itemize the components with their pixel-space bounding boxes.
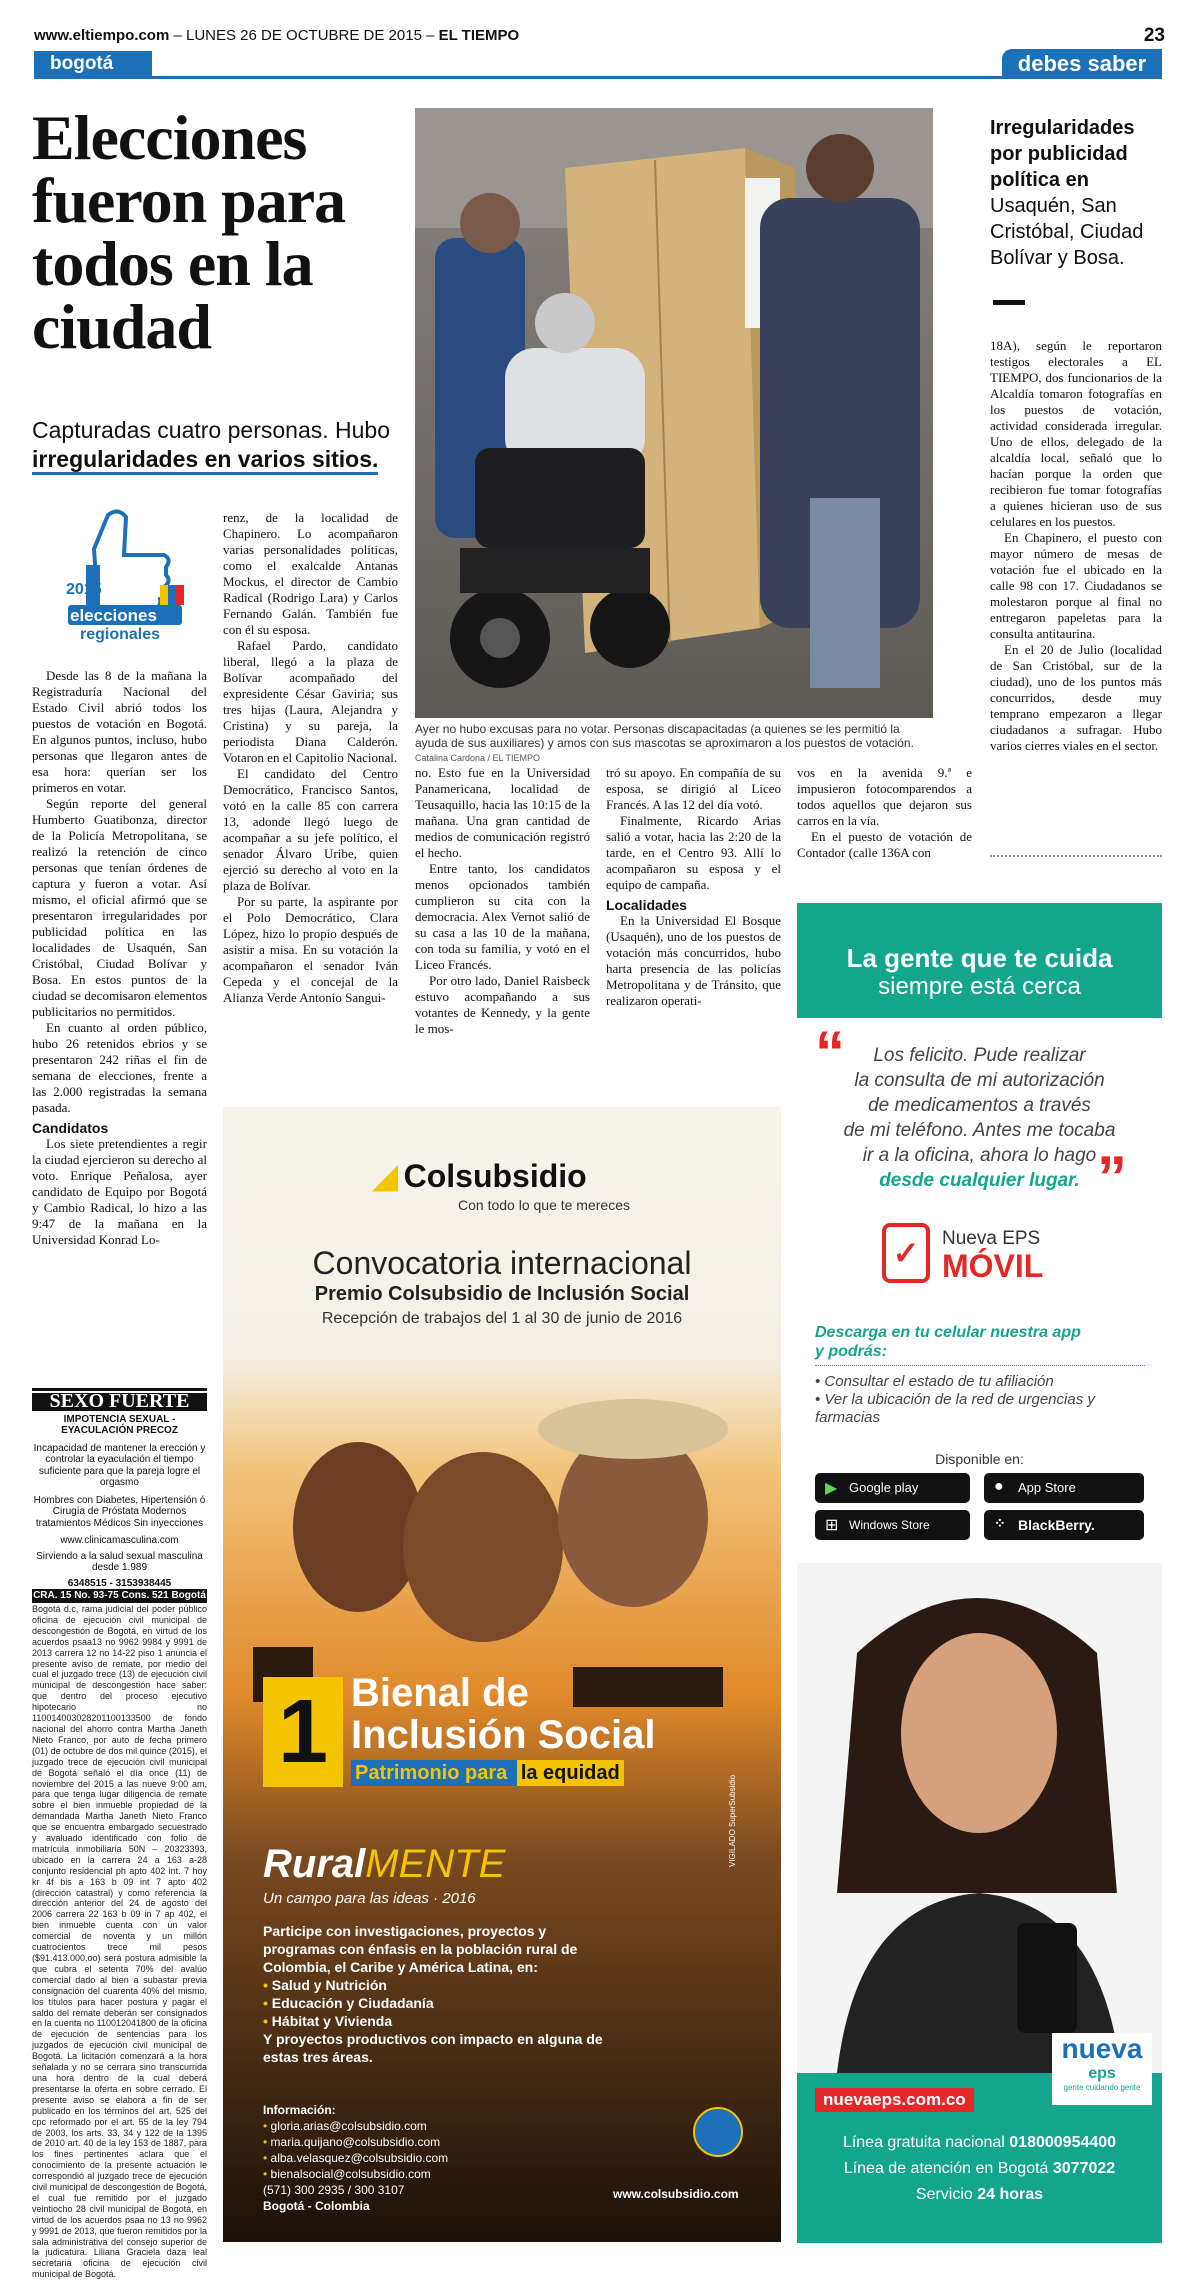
windows-store-badge[interactable]: ⊞ Windows Store	[815, 1510, 970, 1540]
paragraph: 18A), según le reportaron testigos electorales a EL TIEMPO, dos funcionarios de la Alcaldía tomaron fotografías en los puestos de votación, actividad considerada irregular. Uno de ellos, delegado de la alcaldía local, señaló que lo hacían porque la orden que recibieron fue tomar fotografías a quienes hicieran uso de sus celulares en los puestos.	[990, 338, 1162, 529]
email-link[interactable]: • alba.velasquez@colsubsidio.com	[263, 2151, 449, 2165]
quote-open-icon: “	[815, 1019, 845, 1086]
proteccion-social-icon	[693, 2107, 743, 2157]
photo-caption	[415, 722, 933, 765]
article-column-2	[223, 510, 398, 1006]
eps-headline1: La gente que te cuida	[846, 943, 1113, 973]
convocatoria-dates: Recepción de trabajos del 1 al 30 de junio de 2016	[321, 1310, 683, 1327]
eps-headline2: siempre está cerca	[878, 973, 1081, 1000]
paragraph: Por su parte, la aspirante por el Polo Democrático, Clara López, hizo lo propio después de asistir a misa. En su votación la acompañaron el senador Iván Cepeda y el concejal de la Alianza Verde Antonio Sangui-	[223, 894, 398, 1005]
email-link[interactable]: • bienalsocial@colsubsidio.com	[263, 2167, 431, 2181]
email-link[interactable]: • gloria.arias@colsubsidio.com	[263, 2119, 427, 2133]
bullet: • Educación y Ciudadanía	[263, 1995, 434, 2011]
paragraph: tró su apoyo. En compañía de su esposa, se dirigió al Liceo Francés. A las 12 del día votó.	[606, 765, 781, 812]
colsubsidio-ad	[223, 1107, 781, 2242]
colsubsidio-web[interactable]: www.colsubsidio.com	[613, 2187, 739, 2201]
vigilado-label: VIGILADO SuperSubsidio	[728, 1774, 737, 1867]
sexo-l2: Hombres con Diabetes, Hipertensión ó Cirugía de Próstata Modernos tratamientos Médicos Sin inyecciones	[33, 1494, 206, 1529]
sexo-fuerte-ad	[32, 1388, 207, 1600]
paragraph: El candidato del Centro Democrático, Francisco Santos, votó en la calle 85 con carrera 13, adonde llegó luego de acompañar a su jefe político, el senador Álvaro Uribe, quien ejerció su derecho al voto en la plaza de Bolívar.	[223, 766, 398, 893]
feature-item: • Ver la ubicación de la red de urgencias y farmacias	[815, 1391, 1095, 1426]
play-icon: ▶	[825, 1480, 838, 1497]
sexo-since: Sirviendo a la salud sexual masculina desde 1.989	[36, 1550, 203, 1573]
side-title-bold: Irregularidades por publicidad política en	[990, 117, 1135, 191]
bienal-subtitle: Patrimonio para la equidad	[351, 1762, 624, 1785]
line-bogota: Línea de atención en Bogotá 3077022	[843, 2160, 1116, 2177]
deck-bold: irregularidades en varios sitios.	[32, 446, 378, 475]
column-end-rule	[990, 855, 1162, 857]
header-url[interactable]: www.eltiempo.com	[34, 27, 170, 44]
eps-quote: Los felicito. Pude realizar la consulta de mi autorización de medicamentos a través de mi teléfono. Antes me tocaba ir a la oficina, ahora lo hago desde cualquier lugar.	[843, 1045, 1116, 1191]
sexo-l1: Incapacidad de mantener la erección y controlar la eyaculación el tiempo suficiente para que la pareja logre el orgasmo	[33, 1442, 206, 1488]
section-label-debes-saber: debes saber	[1002, 49, 1162, 79]
line-service: Servicio 24 horas	[915, 2186, 1044, 2203]
eps-features	[815, 1373, 1145, 1427]
article-column-5	[797, 765, 972, 861]
logo-line2: regionales	[80, 626, 161, 643]
page-number: 23	[1143, 25, 1165, 46]
side-rule	[993, 300, 1025, 305]
paragraph: En el 20 de Julio (localidad de San Cristóbal, sur de la ciudad), uno de los puntos más concurridos, desde muy temprano empezaron a llegar ciudadanos a sufragar. Hubo varios cierres viales en el sector.	[990, 642, 1162, 753]
apple-icon: ●	[994, 1478, 1004, 1495]
sexo-title: SEXO FUERTE	[32, 1393, 207, 1411]
deck	[32, 416, 427, 474]
app-label-1: Nueva EPS	[942, 1228, 1041, 1249]
ruralmente-sub: Un campo para las ideas · 2016	[263, 1890, 476, 1907]
page-header: www.eltiempo.com – LUNES 26 DE OCTUBRE DE 2015 – EL TIEMPO	[34, 27, 520, 44]
side-pullquote	[990, 115, 1170, 271]
deck-normal: Capturadas cuatro personas. Hubo	[32, 417, 390, 443]
colsubsidio-brand: ◢ Colsubsidio	[373, 1158, 587, 1194]
colsubsidio-info: Información: • gloria.arias@colsubsidio.com • maria.quijano@colsubsidio.com • alba.velasquez@colsubsidio.com • bienalsocial@colsubsidio.com (571) 300 2935 / 300 3107 Bogotá - Colombia	[263, 2103, 449, 2213]
woman-photo	[797, 1563, 1162, 2073]
paragraph: Entre tanto, los candidatos menos opcionados también cumplieron su cita con la democracia. Alex Vernot salió de su casa a las 10 de la mañana, con toda su familia, y votó en el Liceo Francés.	[415, 861, 590, 972]
convocatoria-title: Convocatoria internacional	[312, 1245, 692, 1281]
convocatoria-subtitle: Premio Colsubsidio de Inclusión Social	[314, 1283, 690, 1305]
side-title-normal: Usaquén, San Cristóbal, Ciudad Bolívar y Bosa.	[990, 195, 1144, 269]
article-column-1	[32, 668, 207, 1248]
logo-year: 2015	[66, 581, 102, 598]
header-paper: EL TIEMPO	[438, 27, 520, 44]
caption-text: Ayer no hubo excusas para no votar. Personas discapacitadas (a quienes se les permitió la ayuda de sus auxiliares) y amos con sus mascotas se aproximaron a los puestos de votación.	[415, 722, 914, 750]
logo-line1: elecciones	[70, 606, 157, 625]
sexo-address: CRA. 15 No. 93-75 Cons. 521 Bogotá	[33, 1590, 206, 1601]
header-date: LUNES 26 DE OCTUBRE DE 2015	[186, 27, 422, 44]
paragraph: Desde las 8 de la mañana la Registraduría Nacional del Estado Civil abrió todos los puestos de votación en Bogotá. En algunos puntos, incluso, hubo personas que llegaron antes de esa hora: querían ser los primeros en votar.	[32, 668, 207, 795]
paragraph: Rafael Pardo, candidato liberal, llegó a la plaza de Bolívar acompañado del expresidente César Gaviria; sus tres hijas (Laura, Alejandra y Cristina) y su pareja, la periodista Diana Calderón. Votaron en el Capitolio Nacional.	[223, 638, 398, 765]
bienal-title: Bienal de Inclusión Social	[351, 1671, 656, 1757]
sexo-sub: IMPOTENCIA SEXUAL - EYACULACIÓN PRECOZ	[61, 1413, 178, 1436]
eps-site[interactable]: nuevaeps.com.co	[815, 2088, 974, 2112]
colsubsidio-tagline: Con todo lo que te mereces	[458, 1197, 630, 1213]
headline: Elecciones fueron para todos en la ciudad	[32, 102, 346, 362]
colsubsidio-logo-icon: ◢	[373, 1158, 398, 1194]
nueva-eps-ad	[797, 903, 1162, 2243]
paragraph: En el puesto de votación de Contador (calle 136A con	[797, 829, 972, 860]
article-column-4	[606, 765, 781, 1009]
bienal-number-icon: 1	[263, 1677, 343, 1787]
paragraph: Finalmente, Ricardo Arias salió a votar, hacia las 2:20 de la tarde, en el Centro 93. Allí lo acompañaron su esposa y el equipo de campaña.	[606, 813, 781, 892]
feature-item: • Consultar el estado de tu afiliación	[815, 1373, 1054, 1390]
paragraph: Los siete pretendientes a regir la ciudad ejercieron su derecho al voto. Enrique Peñalosa, ayer candidato de Equipo por Bogotá y Cambio Radical, lo hizo a las 9:47 de la mañana en la Universidad Konrad Lo-	[32, 1136, 207, 1247]
paragraph: En cuanto al orden público, hubo 26 retenidos ebrios y se presentaron 242 riñas el fin de semana de elecciones, frente a las 2.000 registradas la semana pasada.	[32, 1020, 207, 1115]
section-label-bogota: bogotá	[34, 51, 152, 78]
voting-photo	[415, 108, 933, 718]
eps-phone-lines	[797, 2118, 1162, 2243]
legal-notice: Bogotá d.c, rama judicial del poder público oficina de ejecución civil municipal de descongestión de Bogotá, en virtud de los acuerdos psaa13 no 9962 9984 y 9991 de 2013 carrera 12 no 14-22 piso 1 anuncia el presente aviso de remate, por medio del cual el juzgado trece (13) de ejecución civil municipal de descongestión hace saber: que dentro del proceso ejecutivo hipotecario no 110014003028201100133500 de fondo nacional del ahorro contra Martha Janeth Nieto Franco, por auto de fecha primero (01) de octubre de dos mil quince (2015), el juzgado trece de ejecución civil municipal de Bogotá señaló el día once (11) de noviembre del 2015 a las nueve 9:00 am, para que tenga lugar diligencia de remate sobre el bien inmueble propiedad de la demandada Martha Janeth Nieto Franco que se encuentra embargado secuestrado y avaluado identificado con folio de matrícula inmobiliaria 50N – 20323393, ubicado en la carrera 24 a 163 a-28 conjunto residencial ph apto 402 int. 7 hoy kr 4f bis a 163 b 09 int 7 apto 402 (dirección catastral) y como referencia la dirección anterior del 24 de agosto del 2006 carrera 22 163 b 09 in 7 ap 402, el bien inmueble cuenta con un valor comercial de noventa y un millón cuatrocientos trece mil pesos ($91.413.000.oo) será postura admisible la que cubra el setenta 70% del avalúo comercial dado al bien a subastar previa consignación del cuarenta 40% del mismo, los títulos para hacer postura y pagar el saldo del remate deberán ser consignados en la cuenta no 110012041800 de la oficina de ejecución de sentencias para los juzgados de ejecución civil municipal de Bogotá. La licitación comenzará a la hora señalada y no se cerrara sino transcurrida una hora dentro de la cual deberá presentarse la oferta en sobre cerrado. El presente aviso se elabora a fin de ser publicado en los términos del art. 525 del cpc reformado por el art. 55 de la ley 794 de 2003, los arts. 33, 34 y 122 de la 1395 de 2010 art. 40 de la ley 153 de 1887, para los fines pertinentes aclara que el conocimiento de la presente actuación le correspondió al juzgado trece de ejecución civil municipal de descongestión de Bogotá, el cual fue remitido por el juzgado veintiocho 28 civil municipal de Bogotá, en virtud de los acuerdos psaa no 13 no 9962 y 9991 de 2013, que fueron remitidos por la sala administrativa del consejo superior de la judicatura. Liliana Graciela daza leal secretaria oficina de ejecución civil municipal de Bogotá.	[32, 1604, 207, 2280]
phone-check-icon: ✓	[882, 1223, 930, 1283]
quote-close-icon: ”	[1097, 1144, 1127, 1211]
elecciones-logo	[38, 505, 208, 655]
blackberry-icon: ⁘	[994, 1515, 1006, 1531]
line-national: Línea gratuita nacional 018000954400	[842, 2134, 1117, 2151]
subhead-candidatos: Candidatos	[32, 1120, 109, 1136]
paragraph: En la Universidad El Bosque (Usaquén), uno de los puestos de votación más concurridos, hubo harta presencia de las policías Metropolitana y de Tránsito, que realizaron operati-	[606, 913, 781, 1008]
article-column-6	[990, 338, 1162, 754]
google-play-badge[interactable]: ▶ Google play	[815, 1473, 970, 1503]
caption-credit: Catalina Cardona / EL TIEMPO	[415, 753, 541, 763]
subhead-localidades: Localidades	[606, 897, 687, 913]
sexo-phone: 6348515 - 3153938445	[67, 1577, 172, 1589]
sexo-web[interactable]: www.clinicamasculina.com	[60, 1535, 179, 1546]
colsubsidio-body: Participe con investigaciones, proyectos y programas con énfasis en la población rural de Colombia, el Caribe y América Latina, en: • Salud y Nutrición • Educación y Ciudadanía • Hábitat y Vivienda Y proyectos productivos con impacto en alguna de estas tres áreas.	[263, 1923, 603, 2065]
app-label-2: MÓVIL	[942, 1248, 1044, 1284]
blackberry-badge[interactable]: ⁘ BlackBerry.	[984, 1510, 1144, 1540]
available-label: Disponible en:	[935, 1451, 1024, 1467]
paragraph: vos en la avenida 9.ª e impusieron fotocomparendos a todos aquellos que dejaron sus carros en la vía.	[797, 765, 972, 828]
download-divider	[815, 1365, 1145, 1366]
photo-illustration	[415, 108, 933, 718]
ruralmente-logo: RuralMENTE	[263, 1842, 506, 1886]
download-text: Descarga en tu celular nuestra app y podrás:	[815, 1324, 1081, 1360]
paragraph: no. Esto fue en la Universidad Panamericana, localidad de Teusaquillo, hacia las 10:15 de la mañana. Una gran cantidad de medios de comunicación registró el hecho.	[415, 765, 590, 860]
paragraph: Según reporte del general Humberto Guatibonza, director de la Policía Metropolitana, se realizó la retención de cinco personas que tenían órdenes de captura y fueron a votar. Así mismo, el oficial afirmó que se presentaron irregularidades por publicidad política en las localidades de Usaquén, San Cristóbal, Ciudad Bolívar y Bosa. En estos puntos de la ciudad se decomisaron elementos publicitarios no permitidos.	[32, 796, 207, 1019]
paragraph: En Chapinero, el puesto con mayor número de mesas de votación fue el ubicado en la calle 98 con 17. Ciudadanos se molestaron porque al final no entregaron papeletas para la consulta antitaurina.	[990, 530, 1162, 641]
article-column-3	[415, 765, 590, 1037]
paragraph: Por otro lado, Daniel Raisbeck estuvo acompañando a sus votantes de Kennedy, y la gente le mos-	[415, 973, 590, 1036]
paragraph: renz, de la localidad de Chapinero. Lo acompañaron varias personalidades políticas, como el exalcalde Antanas Mockus, el director de Cambio Radical (Rodrigo Lara) y Carlos Fernando Galán. También fue con él su esposa.	[223, 510, 398, 637]
section-rule	[34, 51, 1162, 79]
app-store-badge[interactable]: ● App Store	[984, 1473, 1144, 1503]
email-link[interactable]: • maria.quijano@colsubsidio.com	[263, 2135, 441, 2149]
bullet: • Salud y Nutrición	[263, 1977, 387, 1993]
bullet: • Hábitat y Vivienda	[263, 2013, 393, 2029]
windows-icon: ⊞	[825, 1517, 839, 1534]
nueva-eps-logo: nueva eps gente cuidando gente	[1052, 2033, 1152, 2105]
